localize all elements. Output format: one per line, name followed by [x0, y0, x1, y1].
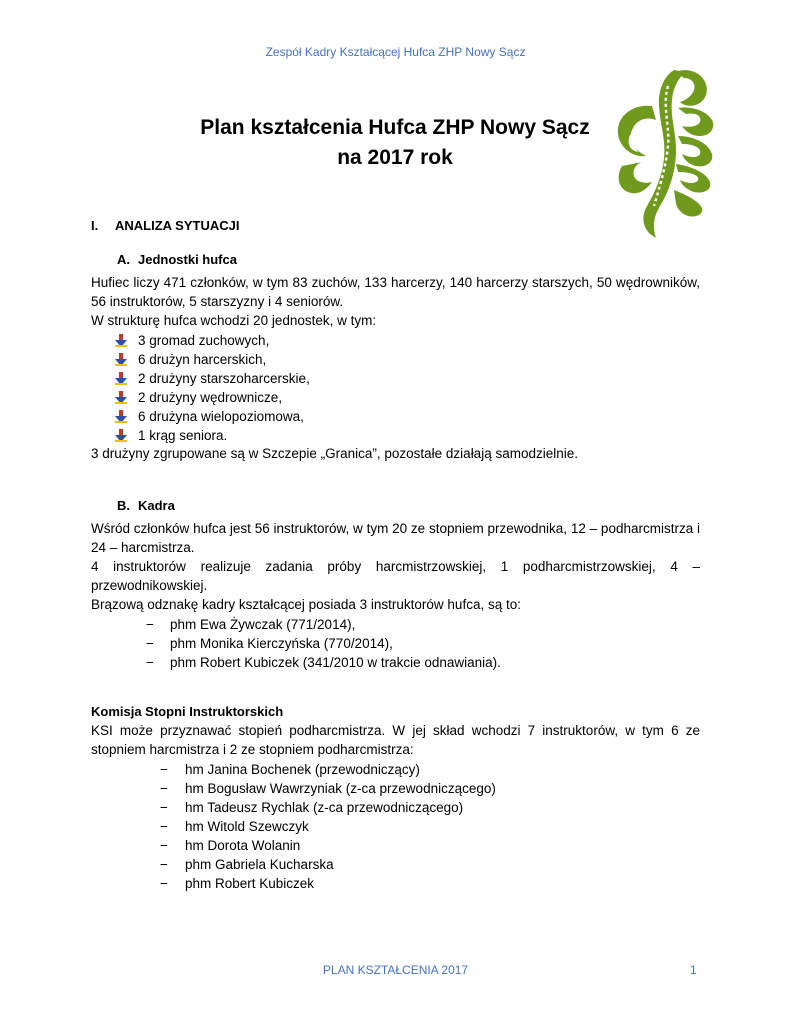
member-name: hm Bogusław Wawrzyniak (z-ca przewodniczącego)	[185, 781, 496, 796]
list-item	[160, 874, 496, 893]
dash-bullet: −	[160, 781, 168, 796]
title-line-2: na 2017 rok	[337, 146, 453, 169]
page-number: 1	[690, 963, 697, 977]
units-list	[115, 331, 310, 445]
member-name: hm Janina Bochenek (przewodniczący)	[185, 762, 420, 777]
units-summary-paragraph: Hufiec liczy 471 członków, w tym 83 zuchów, 133 harcerzy, 140 harcerzy starszych, 50 wędrowników, 56 instruktorów, 5 starszyzny i 4 seniorów.	[91, 275, 700, 309]
staff-trials-paragraph: 4 instruktorów realizuje zadania próby harcmistrzowskiej, 1 podharcmistrzowskiej, 4 – przewodnikowskiej.	[91, 559, 700, 593]
member-name: phm Robert Kubiczek	[185, 876, 315, 891]
subsection-b-heading: Kadra	[138, 498, 175, 513]
arrow-bullet-icon	[115, 334, 127, 347]
list-item	[115, 369, 310, 388]
unit-label: 2 drużyny wędrownicze,	[138, 390, 283, 405]
trainer-name: phm Robert Kubiczek (341/2010 w trakcie odnawiania).	[170, 655, 501, 670]
list-item	[115, 388, 310, 407]
list-item	[146, 653, 501, 672]
trainer-name: phm Ewa Żywczak (771/2014),	[170, 617, 356, 632]
unit-label: 1 krąg seniora.	[138, 428, 228, 443]
title-line-1: Plan kształcenia Hufca ZHP Nowy Sącz	[200, 116, 590, 139]
dash-bullet: −	[160, 876, 168, 891]
member-name: hm Dorota Wolanin	[185, 838, 301, 853]
section-1-heading: ANALIZA SYTUACJI	[115, 218, 240, 233]
dash-bullet: −	[146, 655, 154, 670]
unit-label: 6 drużyn harcerskich,	[138, 352, 267, 367]
list-item	[160, 779, 496, 798]
arrow-bullet-icon	[115, 429, 127, 442]
units-intro-paragraph: W strukturę hufca wchodzi 20 jednostek, w tym:	[91, 313, 377, 328]
arrow-bullet-icon	[115, 391, 127, 404]
subsection-a-heading: Jednostki hufca	[138, 252, 237, 267]
unit-label: 6 drużyna wielopoziomowa,	[138, 409, 304, 424]
member-name: hm Tadeusz Rychlak (z-ca przewodniczącego)	[185, 800, 464, 815]
list-item	[146, 615, 501, 634]
member-name: phm Gabriela Kucharska	[185, 857, 334, 872]
list-item	[115, 426, 310, 445]
arrow-bullet-icon	[115, 372, 127, 385]
list-item	[160, 798, 496, 817]
subsection-b-letter: B.	[117, 498, 130, 513]
arrow-bullet-icon	[115, 353, 127, 366]
list-item	[146, 634, 501, 653]
list-item	[115, 331, 310, 350]
dash-bullet: −	[146, 617, 154, 632]
list-item	[160, 836, 496, 855]
unit-label: 3 gromad zuchowych,	[138, 333, 270, 348]
ksi-heading: Komisja Stopni Instruktorskich	[91, 704, 284, 719]
page-footer: PLAN KSZTAŁCENIA 2017	[322, 963, 469, 977]
staff-summary-paragraph: Wśród członków hufca jest 56 instruktorów, w tym 20 ze stopniem przewodnika, 12 – podharcmistrza i 24 – harcmistrza.	[91, 521, 700, 555]
dash-bullet: −	[160, 800, 168, 815]
units-grouping-paragraph: 3 drużyny zgrupowane są w Szczepie „Granica”, pozostałe działają samodzielnie.	[91, 446, 578, 461]
trainer-name: phm Monika Kierczyńska (770/2014),	[170, 636, 393, 651]
list-item	[160, 817, 496, 836]
dash-bullet: −	[160, 762, 168, 777]
ksi-paragraph: KSI może przyznawać stopień podharcmistrza. W jej skład wchodzi 7 instruktorów, w tym 6 ze stopniem harcmistrza i 2 ze stopniem podharcmistrza:	[91, 723, 700, 757]
unit-label: 2 drużyny starszoharcerskie,	[138, 371, 310, 386]
document-title	[170, 113, 620, 173]
section-1-number: I.	[91, 218, 99, 233]
list-item	[115, 407, 310, 426]
list-item	[115, 350, 310, 369]
dash-bullet: −	[160, 819, 168, 834]
dash-bullet: −	[146, 636, 154, 651]
member-name: hm Witold Szewczyk	[185, 819, 309, 834]
trainers-list	[146, 615, 501, 672]
zhp-lily-logo	[612, 66, 718, 240]
subsection-a-letter: A.	[117, 252, 130, 267]
arrow-bullet-icon	[115, 410, 127, 423]
page-header: Zespół Kadry Kształcącej Hufca ZHP Nowy Sącz	[265, 45, 526, 59]
trainers-intro-paragraph: Brązową odznakę kadry kształcącej posiada 3 instruktorów hufca, są to:	[91, 597, 521, 612]
dash-bullet: −	[160, 857, 168, 872]
list-item	[160, 855, 496, 874]
ksi-members-list	[160, 760, 496, 893]
dash-bullet: −	[160, 838, 168, 853]
list-item	[160, 760, 496, 779]
